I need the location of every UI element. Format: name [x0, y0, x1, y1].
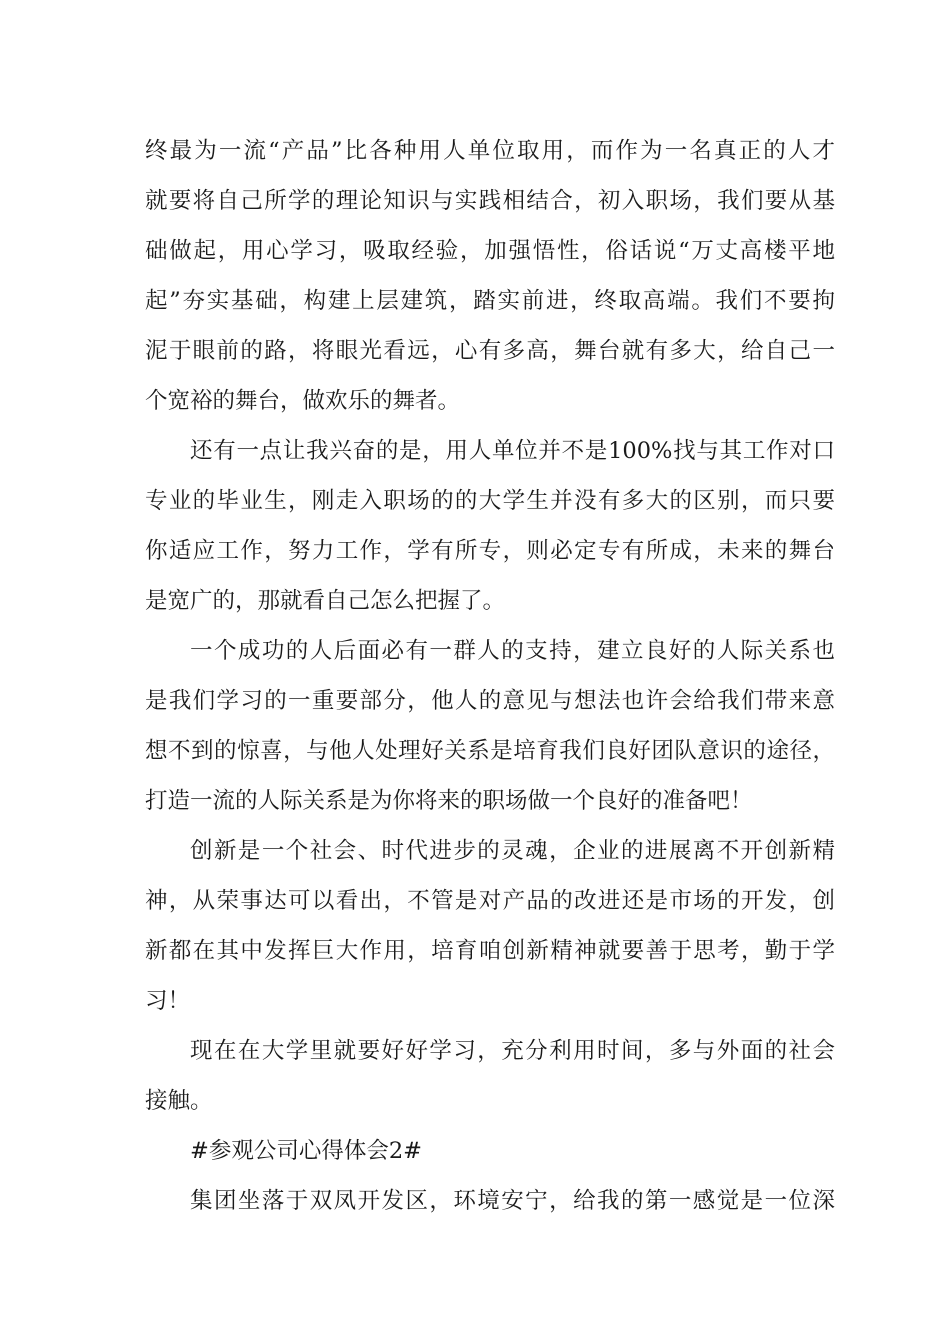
paragraph-start-line: 集团坐落于双凤开发区，环境安宁，给我的第一感觉是一位深: [190, 1188, 835, 1214]
text-line: 新都在其中发挥巨大作用，培育咱创新精神就要善于思考，勤于学: [145, 938, 835, 964]
text-line: 打造一流的人际关系是为你将来的职场做一个良好的准备吧！: [145, 788, 753, 814]
text-line: 神，从荣事达可以看出，不管是对产品的改进还是市场的开发，创: [145, 888, 835, 914]
section-heading: #参观公司心得体会2#: [190, 1138, 423, 1164]
paragraph-start-line: 还有一点让我兴奋的是，用人单位并不是100%找与其工作对口: [190, 438, 835, 464]
text-line: 接触。: [145, 1088, 213, 1114]
text-line: 础做起，用心学习，吸取经验，加强悟性，俗话说“万丈高楼平地: [145, 238, 835, 264]
text-line: 习！: [145, 988, 191, 1014]
text-line: 泥于眼前的路，将眼光看远，心有多高，舞台就有多大，给自己一: [145, 338, 835, 364]
body-text: [145, 126, 835, 1226]
text-line: 专业的毕业生，刚走入职场的的大学生并没有多大的区别，而只要: [145, 488, 835, 514]
text-line: 是我们学习的一重要部分，他人的意见与想法也许会给我们带来意: [145, 688, 835, 714]
text-line: 个宽裕的舞台，做欢乐的舞者。: [145, 388, 461, 414]
text-line: 终最为一流“产品”比各种用人单位取用，而作为一名真正的人才: [145, 138, 835, 164]
text-line: 想不到的惊喜，与他人处理好关系是培育我们良好团队意识的途径，: [145, 738, 835, 764]
text-line: 起”夯实基础，构建上层建筑，踏实前进，终取高端。我们不要拘: [145, 288, 835, 314]
text-line: 是宽广的，那就看自己怎么把握了。: [145, 588, 506, 614]
paragraph-start-line: 一个成功的人后面必有一群人的支持，建立良好的人际关系也: [190, 638, 835, 664]
text-line: 你适应工作，努力工作，学有所专，则必定专有所成，未来的舞台: [145, 538, 835, 564]
text-line: 就要将自己所学的理论知识与实践相结合，初入职场，我们要从基: [145, 188, 835, 214]
paragraph-start-line: 创新是一个社会、时代进步的灵魂，企业的进展离不开创新精: [190, 838, 835, 864]
paragraph-start-line: 现在在大学里就要好好学习，充分利用时间，多与外面的社会: [190, 1038, 835, 1064]
